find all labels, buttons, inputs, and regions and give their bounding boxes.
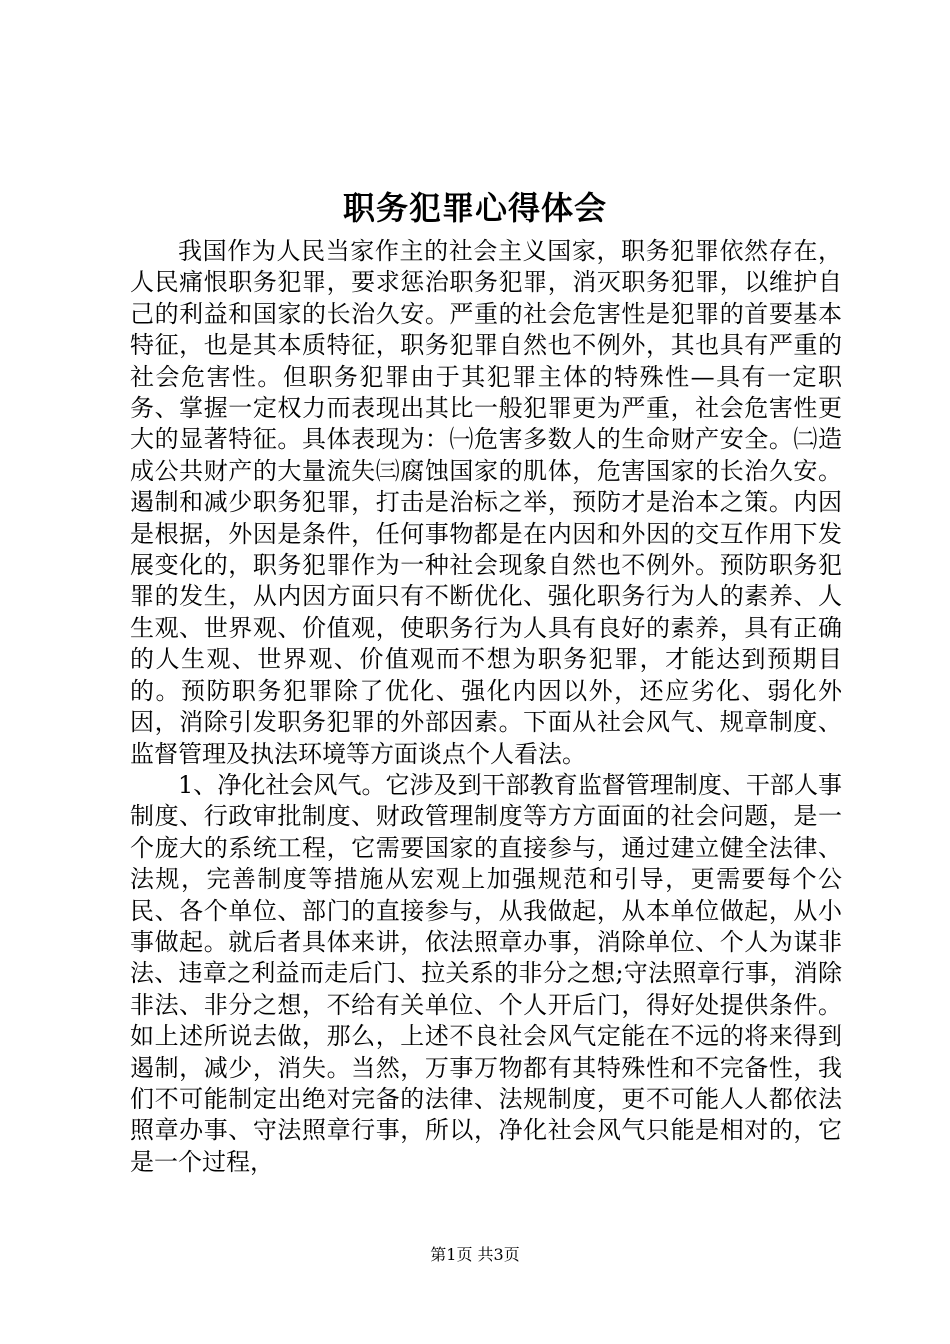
document-title: 职务犯罪心得体会 [342, 189, 607, 227]
page-footer: 第1页 共3页 [430, 1245, 520, 1264]
paragraph-section-1: 1、净化社会风气。它涉及到干部教育监督管理制度、干部人事制度、行政审批制度、财政管理制度等方方面面的社会问题，是一个庞大的系统工程，它需要国家的直接参与，通过建立健全法律、法规，完善制度等措施从宏观上加强规范和引导，更需要每个公民、各个单位、部门的直接参与，从我做起，从本单位做起，从小事做起。就后者具体来讲，依法照章办事，消除单位、个人为谋非法、违章之利益而走后门、拉关系的非分之想;守法照章行事，消除非法、非分之想，不给有关单位、个人开后门，得好处提供条件。如上述所说去做，那么，上述不良社会风气定能在不远的将来得到遏制，减少，消失。当然，万事万物都有其特殊性和不完备性，我们不可能制定出绝对完备的法律、法规制度，更不可能人人都依法照章办事、守法照章行事，所以，净化社会风气只能是相对的，它是一个过程， [130, 770, 842, 1176]
document-body [130, 236, 842, 1178]
paragraph-intro: 我国作为人民当家作主的社会主义国家，职务犯罪依然存在，人民痛恨职务犯罪，要求惩治职务犯罪，消灭职务犯罪，以维护自己的利益和国家的长治久安。严重的社会危害性是犯罪的首要基本特征，也是其本质特征，职务犯罪自然也不例外，其也具有严重的社会危害性。但职务犯罪由于其犯罪主体的特殊性—具有一定职务、掌握一定权力而表现出其比一般犯罪更为严重，社会危害性更大的显著特征。具体表现为：㈠危害多数人的生命财产安全。㈡造成公共财产的大量流失㈢腐蚀国家的肌体，危害国家的长治久安。遏制和减少职务犯罪，打击是治标之举，预防才是治本之策。内因是根据，外因是条件，任何事物都是在内因和外因的交互作用下发展变化的，职务犯罪作为一种社会现象自然也不例外。预防职务犯罪的发生，从内因方面只有不断优化、强化职务行为人的素养、人生观、世界观、价值观，使职务行为人具有良好的素养，具有正确的人生观、世界观、价值观而不想为职务犯罪，才能达到预期目的。预防职务犯罪除了优化、强化内因以外，还应劣化、弱化外因，消除引发职务犯罪的外部因素。下面从社会风气、规章制度、监督管理及执法环境等方面谈点个人看法。 [130, 237, 842, 768]
